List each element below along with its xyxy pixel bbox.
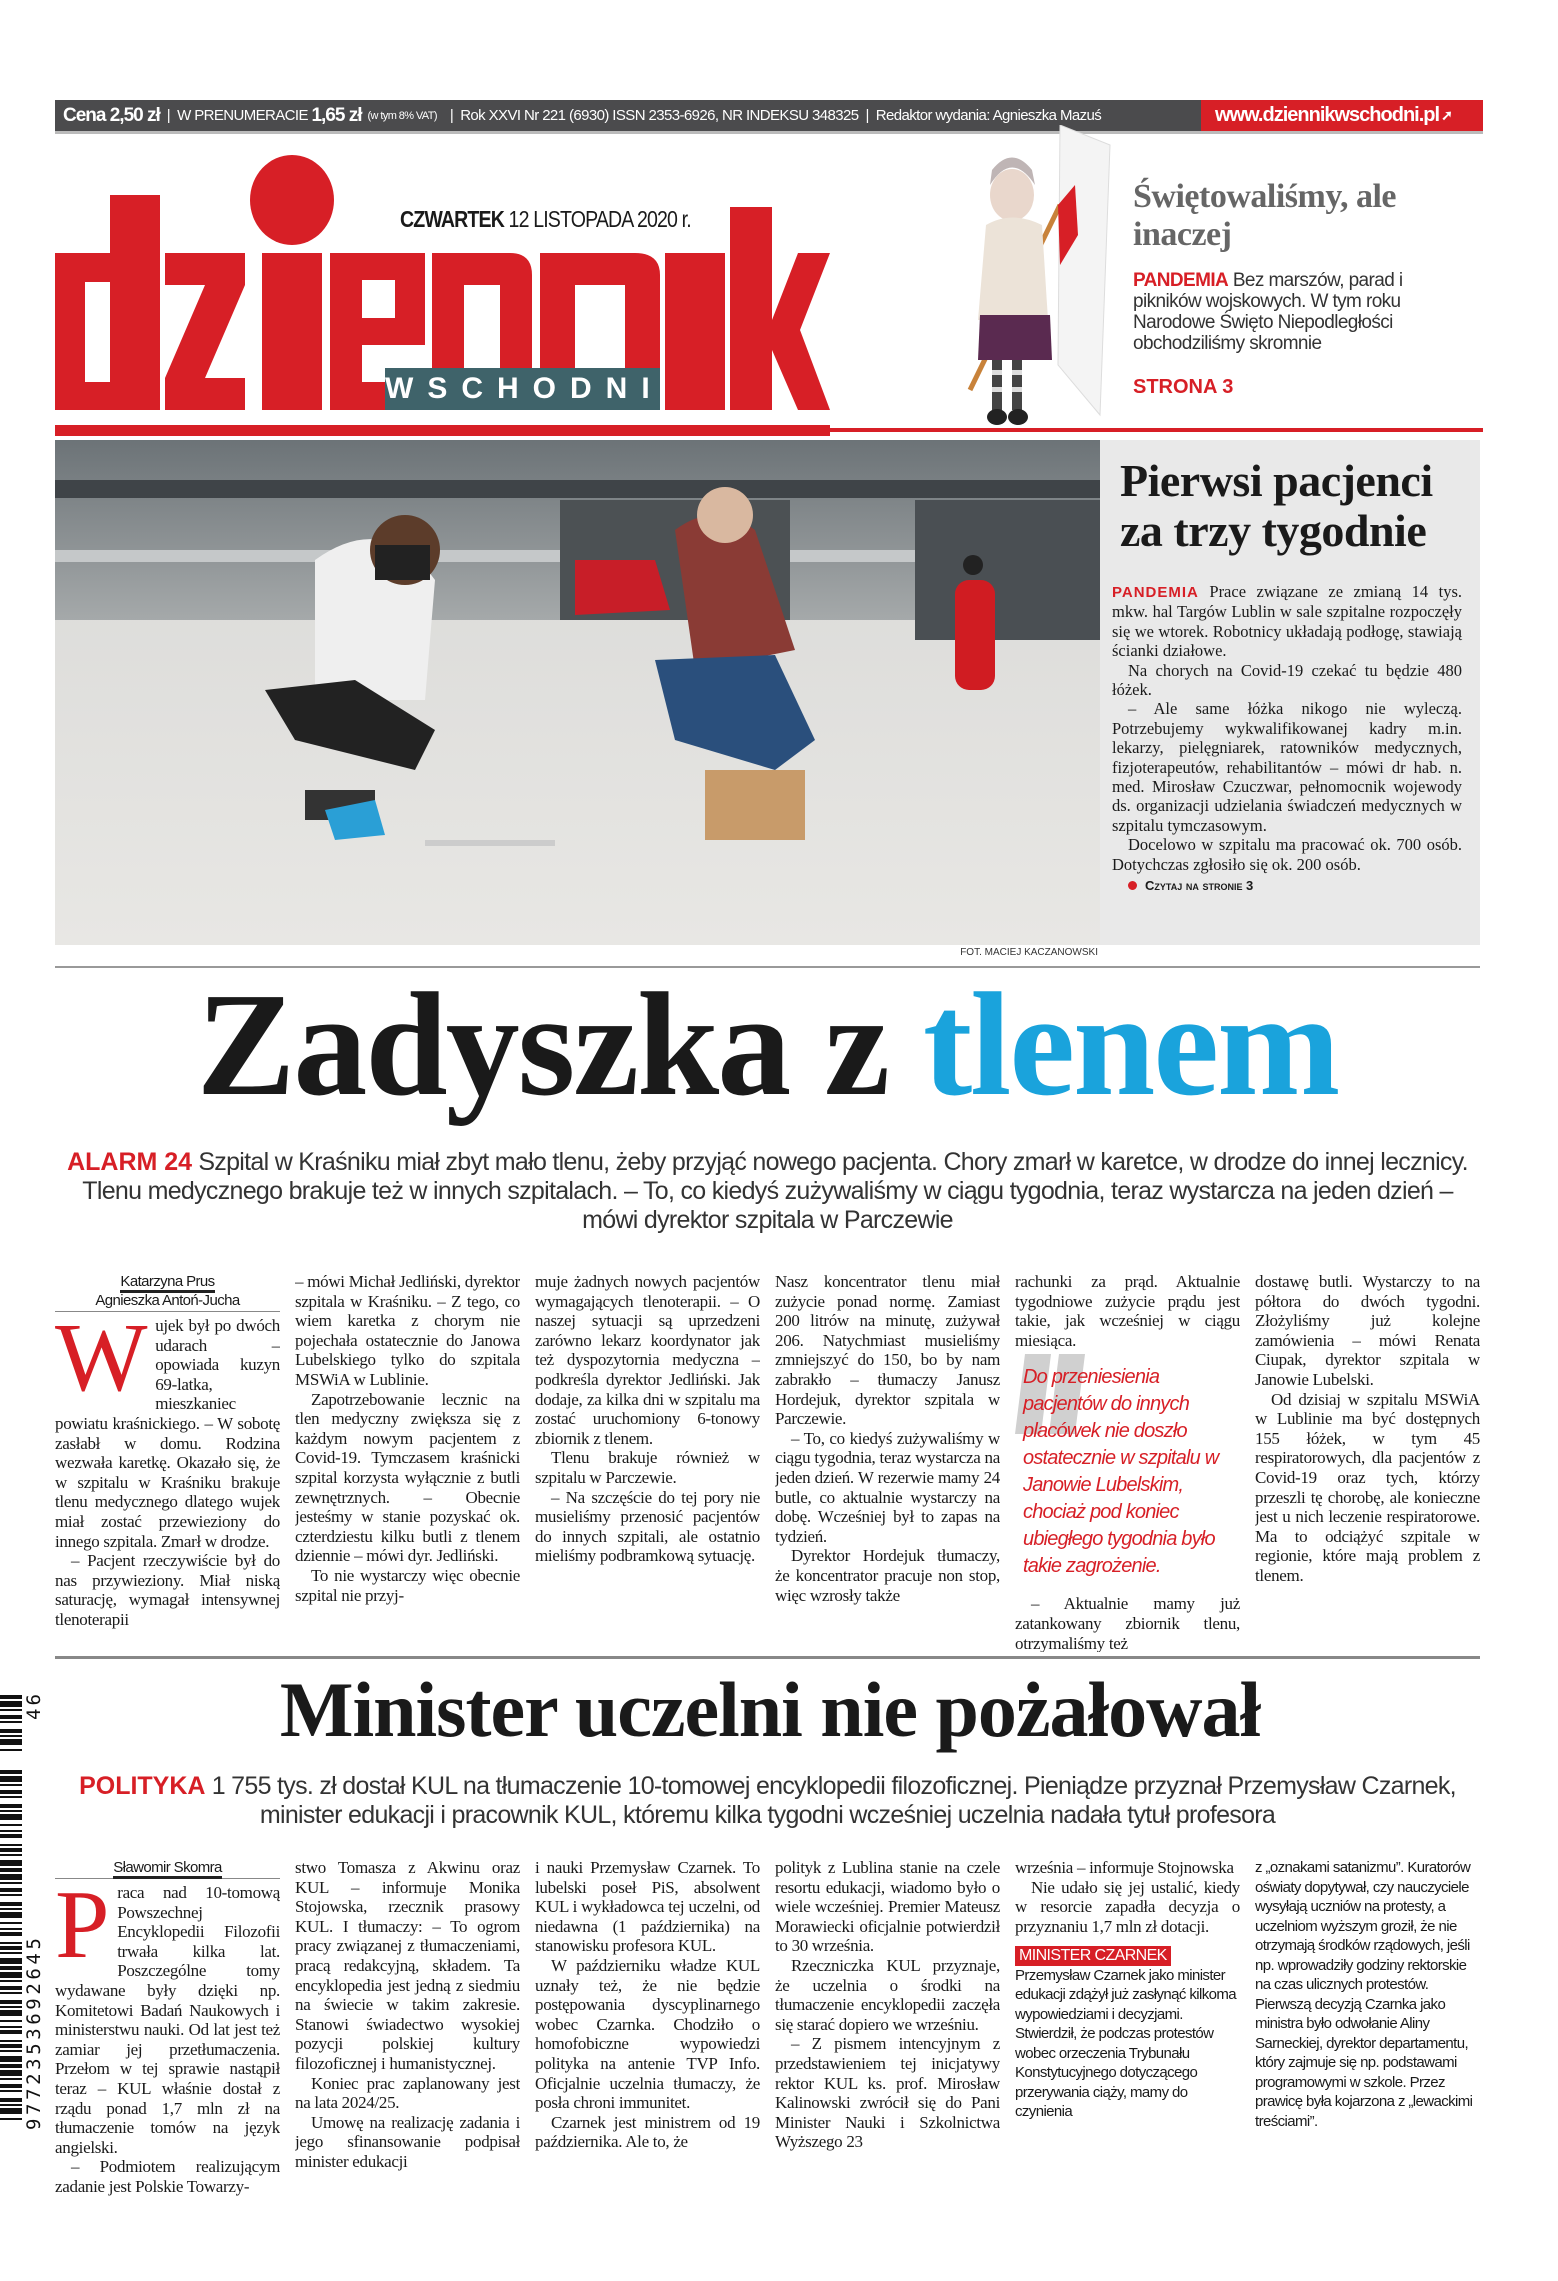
paragraph: – Podmiotem realizującym zadanie jest Polskie Towarzy-	[55, 2157, 280, 2196]
read-more-label[interactable]: Czytaj na stronie 3	[1145, 878, 1254, 894]
barcode-bar	[0, 1721, 22, 1723]
barcode-bar	[0, 1980, 22, 1982]
paragraph: września – informuje Stojnowska	[1015, 1858, 1234, 1877]
subscription-price: 1,65 zł	[311, 104, 362, 126]
second-headline[interactable]: Minister uczelni nie pożałował	[279, 1666, 1261, 1753]
barcode-bar	[0, 1992, 22, 1994]
price: Cena 2,50 zł	[63, 104, 160, 126]
barcode-bar	[0, 2020, 22, 2022]
column-6	[1255, 1858, 1480, 2198]
barcode-bar	[0, 2000, 22, 2004]
divider	[55, 1656, 1480, 1659]
paragraph: polityk z Lublina stanie na czele resortu edukacji, wiadomo było o wiele wcześniej. Premier Mateusz Morawiecki oficjalnie potwierdził to 30 września.	[775, 1858, 1000, 1956]
column-5	[1015, 1858, 1240, 2198]
paragraph: Dyrektor Hordejuk tłumaczy, że koncentrator pracuje non stop, więc wzrosły także	[775, 1546, 1000, 1605]
main-lead-text: Szpital w Kraśniku miał zbyt mało tlenu, żeby przyjąć nowego pacjenta. Chory zmarł w karetce, w drodze do innej lecznicy. Tlenu medycznego brakuje też w innych szpitalach. – To, co kiedyś zużywaliśmy w ciągu tygodnia, teraz wystarcza na jeden dzień – mówi dyrektor szpitala w Parczewie	[82, 1148, 1468, 1234]
barcode-bar	[0, 1894, 22, 1896]
paragraph	[55, 1871, 280, 2157]
barcode-bar	[0, 1888, 22, 1892]
read-more-link[interactable]	[1128, 878, 1462, 893]
barcode-number: 9772353692645	[23, 1934, 45, 2130]
pull-quote	[1015, 1350, 1240, 1594]
info-box-title: MINISTER CZARNEK	[1015, 1946, 1171, 1966]
paragraph: W październiku władze KUL uznały też, że nie będzie postępowania dyscyplinarnego wobec Czarnka. Chodziło o homofobiczne wypowiedzi polityka na antenie TVP Info. Oficjalnie uczelnia tłumaczy, że posła chroni immunitet.	[535, 1955, 760, 2113]
barcode-bar	[0, 1922, 22, 1924]
column-3	[535, 1272, 760, 1652]
paragraph: – mówi Michał Jedliński, dyrektor szpitala w Kraśniku. – Z tego, co wiem karetka z chorym nie pojechała ostatecznie do Janowa Lubelskiego tylko do szpitala MSWiA w Lublinie.	[295, 1272, 520, 1389]
paragraph: To nie wystarczy więc obecnie szpital nie przyj-	[295, 1565, 520, 1605]
barcode-bar	[0, 1701, 22, 1707]
paragraph: – Z pismem intencyjnym z przedstawieniem tej inicjatywy rektor KUL ks. prof. Mirosław Kalinowski zwrócił się do Pani Minister Nauki i Szkolnictwa Wyższego 23	[775, 2034, 1000, 2152]
sidebar-article[interactable]	[1100, 440, 1480, 945]
teaser-text	[1133, 270, 1433, 354]
barcode-bar	[0, 1860, 22, 1866]
cursor-icon: ➚	[1441, 107, 1452, 123]
weekday: CZWARTEK	[400, 206, 504, 232]
barcode-bar	[0, 1902, 22, 1906]
paragraph: Zapotrzebowanie lecznic na tlen medyczny zwiększa się z każdym nowym pacjentem z Covid-19. Tymczasem kraśnicki szpital korzysta wyłącznie z butli zewnętrznych. – Obecnie jesteśmy w stanie pozyskać ok. czterdziestu kilku butli z tlenem dziennie – mówi dyr. Jedliński.	[295, 1389, 520, 1566]
paragraph: Czarnek jest ministrem od 19 października. Ale to, że	[535, 2112, 760, 2152]
subscription-label: W PRENUMERACIE	[177, 107, 308, 124]
barcode-bar	[0, 1695, 22, 1699]
barcode-bar	[0, 1784, 22, 1786]
barcode-bar	[0, 1844, 22, 1846]
barcode-bar	[0, 1966, 22, 1970]
pull-quote-text: Do przeniesienia pacjentów do innych placówek nie doszło ostatecznie w szpitalu w Janowie Lubelskim, chociaż pod koniec ubiegłego tygodnia było takie zagrożenie.	[1023, 1366, 1219, 1578]
barcode-bar	[0, 1952, 22, 1954]
barcode-bar	[0, 1729, 22, 1733]
barcode-bar	[0, 2098, 22, 2102]
barcode-bar	[0, 1882, 22, 1884]
column-5	[1015, 1272, 1240, 1652]
paragraph: Tlenu brakuje również w szpitalu w Parczewie.	[535, 1448, 760, 1487]
barcode-bar	[0, 1908, 22, 1910]
barcode-bar	[0, 2006, 22, 2008]
main-kicker: ALARM 24	[67, 1148, 193, 1176]
column-2	[295, 1858, 520, 2198]
barcode	[0, 1690, 46, 2130]
barcode-bar	[0, 1958, 22, 1964]
sidebar-paragraph: – Ale same łóżka nikogo nie wyleczą. Potrzebujemy wykwalifikowanej kadry m.in. lekarzy, pielęgniarek, ratowników medycznych, fizjoterapeutów, rehabilitantów – mówi dr hab. n. med. Mirosław Czuczwar, pełnomocnik wojewody ds. organizacji udzielania świadczeń medycznych w szpitalu tymczasowym.	[1112, 699, 1462, 835]
barcode-bar	[0, 1946, 22, 1950]
barcode-bar	[0, 1868, 22, 1872]
second-lead	[55, 1772, 1480, 1830]
barcode-bar	[0, 1834, 22, 1838]
barcode-bar	[0, 1972, 22, 1978]
drop-cap: W	[55, 1304, 148, 1412]
top-info-bar	[55, 100, 1483, 134]
barcode-bar	[0, 1790, 22, 1794]
barcode-bar	[0, 1854, 22, 1856]
barcode-addon: 46	[23, 1691, 45, 1720]
barcode-bar	[0, 2064, 22, 2068]
barcode-bar	[0, 2050, 22, 2052]
paragraph: – To, co kiedyś zużywaliśmy w ciągu tygodnia, teraz wystarcza na jeden dzień. W rezerwie mamy 24 butle, co aktualnie wystarczy na dobę. Wcześniej był to zapas na tydzień.	[775, 1428, 1000, 1546]
column-2	[295, 1272, 520, 1652]
paragraph: Od dzisiaj w szpitalu MSWiA w Lublinie ma być dostępnych 155 łóżek, w tym 45 respiratorowych, dla pacjentów z Covid-19 oraz tych, którzy przeszli tę chorobę, ale konieczne jest u nich leczenie respiratorowe. Ma to odciążyć szpitale w regionie, które mają problem z tlenem.	[1255, 1389, 1480, 1585]
barcode-bar	[0, 1739, 22, 1745]
paragraph: i nauki Przemysław Czarnek. To lubelski poseł PiS, absolwent KUL i wykładowca tej uczelni, od niedawna (1 października) na stanowisku profesora KUL.	[535, 1858, 760, 1956]
column-6	[1255, 1272, 1480, 1652]
main-article-body	[55, 1272, 1480, 1652]
barcode-bar	[0, 1928, 22, 1930]
separator: |	[449, 107, 454, 124]
barcode-bar	[0, 1770, 22, 1774]
teaser-article[interactable]	[1133, 178, 1433, 399]
column-3	[535, 1858, 760, 2198]
barcode-bar	[0, 1986, 22, 1990]
barcode-bar	[0, 1810, 22, 1812]
barcode-bar	[0, 2078, 22, 2080]
paragraph: stwo Tomasza z Akwinu oraz KUL – informuje Monika Stojowska, rzecznik prasowy KUL. I tłumaczy: – To ogrom pracy związanej z tłumaczeniami, pracą redakcyjną, składem. Ta encyklopedia jest jedną z siedmiu na świecie w takim zakresie. Stanowi świadectwo wysokiej pozycji polskiej kultury filozoficznej i humanistycznej.	[295, 1858, 520, 2073]
main-lead	[55, 1148, 1480, 1235]
barcode-bar	[0, 1830, 22, 1832]
sidebar-paragraph	[1112, 582, 1462, 661]
barcode-bar	[0, 2104, 22, 2106]
separator: |	[166, 107, 171, 124]
paragraph: rachunki za prąd. Aktualnie tygodniowe zużycie prądu jest takie, jak wcześniej w ciągu miesiąca.	[1015, 1272, 1240, 1350]
date: 12 LISTOPADA 2020 r.	[508, 206, 691, 232]
barcode-bar	[0, 2118, 22, 2120]
paragraph	[55, 1304, 280, 1551]
barcode-bar	[0, 2108, 22, 2114]
paragraph: Nasz koncentrator tlenu miał zużycie ponad normę. Zamiast 200 litrów na minutę, zużywał 206. Natychmiast musieliśmy zmniejszyć do 150, bo by nam zabrakło – tłumaczy Janusz Hordejuk, dyrektor szpitala w Parczewie.	[775, 1272, 1000, 1429]
paragraph: Umowę na realizację zadania i jego sfinansowanie podpisał minister edukacji	[295, 2112, 520, 2171]
separator: |	[865, 107, 869, 124]
barcode-bar	[0, 1715, 22, 1719]
sidebar-title[interactable]: Pierwsi pacjenci za trzy tygodnie	[1120, 455, 1433, 556]
paragraph: – Na szczęście do tej pory nie musieliśmy przenosić pacjentów do innych szpitali, ale ostatnio mieliśmy podbramkową sytuację.	[535, 1487, 760, 1566]
sidebar-kicker: PANDEMIA	[1112, 584, 1199, 601]
barcode-bar	[0, 1874, 22, 1880]
barcode-bar	[0, 2070, 22, 2076]
barcode-bar	[0, 1749, 22, 1751]
barcode-bar	[0, 2044, 22, 2048]
author: Sławomir Skomra	[113, 1859, 222, 1879]
headline-part[interactable]: Zadyszka z	[196, 963, 923, 1127]
drop-cap: P	[55, 1871, 110, 1979]
barcode-bar	[0, 1848, 22, 1852]
paragraph-text: raca nad 10-tomową Powszechnej Encyklopedii Filozofii trwała kilka lat. Poszczególne tomy wydawane były dzięki np. Komitetowi Badań Naukowych i ministerstwu nauki. Od lat jest też zamiar jej przetłumaczenia. Przełom w tej sprawie nastąpił teraz – KUL właśnie dostał z rządu ponad 1,7 mln zł na tłumaczenie tomów na język angielski.	[55, 1883, 280, 2157]
author: Agnieszka Antoń-Jucha	[95, 1292, 240, 1309]
paragraph: dostawę butli. Wystarczy to na półtora do dwóch tygodni. Złożyliśmy już kolejne zamówienia – mówi Renata Ciupak, dyrektor szpitala w Janowie Lubelski.	[1255, 1272, 1480, 1389]
column-1	[55, 1272, 280, 1652]
masthead-rule	[55, 425, 830, 436]
second-article-body	[55, 1858, 1480, 2198]
barcode-bar	[0, 1709, 22, 1711]
sidebar-paragraph: Na chorych na Covid-19 czekać tu będzie 480 łóżek.	[1112, 660, 1462, 700]
paragraph-text: ujek był po dwóch udarach – opowiada kuzyn 69-latka, mieszkaniec powiatu kraśnickiego. – W sobotę zasłabł w domu. Rodzina wezwała karetkę. Okazało się, że w szpitalu w Kraśniku brakuje tlenu medycznego dlatego wujek miał zostać przewieziony do innego szpitala. Zmarł w drodze.	[55, 1316, 280, 1551]
bullet-icon	[1128, 881, 1137, 890]
sidebar-paragraph: Docelowo w szpitalu ma pracować ok. 700 osób. Dotychczas zgłosiło się ok. 200 osób.	[1112, 835, 1462, 874]
teaser-page-ref[interactable]: STRONA 3	[1133, 376, 1234, 398]
issue-date	[400, 206, 691, 233]
hospital-hall-photo	[55, 440, 1100, 945]
second-lead-text: 1 755 tys. zł dostał KUL na tłumaczenie 10-tomowej encyklopedii filozoficznej. Pieniądze przyznał Przemysław Czarnek, minister edukacji i pracownik KUL, któremu kilka tygodni wcześniej uczelnia nadała tytuł profesora	[211, 1772, 1456, 1829]
sidebar-text: Prace związane ze zmianą 14 tys. mkw. hal Targów Lublin w sale szpitalne rozpoczęły się we wtorek. Robotnicy układają podłogę, stawiają ścianki działowe.	[1112, 582, 1463, 661]
photo-credit: FOT. MACIEJ KACZANOWSKI	[960, 947, 1098, 958]
masthead-subtitle: WSCHODNI	[385, 368, 660, 410]
barcode-bar	[0, 2030, 22, 2034]
headline-highlight[interactable]: tlenem	[922, 963, 1339, 1127]
barcode-bar	[0, 2040, 22, 2042]
teaser-title[interactable]: Świętowaliśmy, ale inaczej	[1133, 178, 1396, 253]
main-headline[interactable]	[55, 960, 1480, 1130]
barcode-bar	[0, 2090, 22, 2092]
barcode-bar	[0, 2026, 22, 2028]
website-link[interactable]	[1201, 100, 1483, 131]
teaser-body: Bez marszów, parad i pikników wojskowych. W tym roku Narodowe Święto Niepodległości obchodziliśmy skromnie	[1133, 270, 1403, 354]
paragraph: Rzeczniczka KUL przyznaje, że uczelnia o środki na tłumaczenie encyklopedii zaczęła się starać dopiero we wrześniu.	[775, 1955, 1000, 2034]
barcode-bar	[0, 1735, 22, 1737]
barcode-bar	[0, 1942, 22, 1944]
barcode-bar	[0, 2056, 22, 2062]
paragraph: Nie udało się jej ustalić, kiedy w resorcie zapadła decyzja o przyznaniu 1,7 mln zł dotacji.	[1015, 1877, 1240, 1936]
barcode-bar	[0, 1804, 22, 1808]
barcode-bar	[0, 1912, 22, 1918]
barcode-bar	[0, 1932, 22, 1936]
paragraph: – Aktualnie mamy już zatankowany zbiornik tlenu, otrzymaliśmy też	[1015, 1594, 1240, 1652]
barcode-bar	[0, 1824, 22, 1826]
barcode-bar	[0, 1776, 22, 1782]
masthead-rule-thin	[830, 428, 1483, 432]
editor-info: Redaktor wydania: Agnieszka Mazuś	[875, 107, 1102, 124]
second-kicker: POLITYKA	[79, 1772, 206, 1800]
barcode-bar	[0, 1814, 22, 1820]
column-4	[775, 1858, 1000, 2198]
author: Katarzyna Prus	[120, 1273, 214, 1293]
paragraph: – Pacjent rzeczywiście był do nas przywieziony. Miał niską saturację, wymagał intensywnej tlenoterapii	[55, 1551, 280, 1629]
website-url[interactable]: www.dziennikwschodni.pl	[1215, 104, 1440, 126]
vat-note: (w tym 8% VAT)	[367, 109, 437, 122]
teaser-kicker: PANDEMIA	[1133, 270, 1229, 291]
girl-with-flag-photo	[950, 125, 1120, 435]
barcode-bar	[0, 1796, 22, 1798]
barcode-bar	[0, 2084, 22, 2088]
info-box-text: Przemysław Czarnek jako minister edukacji zdążył już zasłynąć kilkoma wypowiedziami i decyzjami. Stwierdził, że podczas protestów wobec orzeczenia Trybunału Konstytucyjnego dotyczącego przerywania ciąży, mamy do czynienia	[1015, 1966, 1237, 2121]
column-4	[775, 1272, 1000, 1652]
issue-info: Rok XXVI Nr 221 (6930) ISSN 2353-6926, NR INDEKSU 348325	[460, 107, 859, 124]
barcode-bar	[0, 2010, 22, 2016]
info-box-text: z „oznakami satanizmu”. Kuratorów oświaty dopytywał, czy nauczyciele wysyłają uczniów na protesty, a uczelniom wyższym groził, że nie otrzymają środków rządowych, jeśli np. wprowadziły godziny rektorskie na czas ulicznych protestów. Pierwszą decyzją Czarnka jako ministra było odwołanie Aliny Sarneckiej, dyrektor departamentu, który zajmuje się np. podstawami programowymi w szkole. Przez prawicę była kojarzona z „lewackimi treściami”.	[1255, 1859, 1473, 2130]
paragraph: Koniec prac zaplanowany jest na lata 2024/25.	[295, 2073, 520, 2113]
column-1	[55, 1858, 280, 2198]
paragraph: muje żadnych nowych pacjentów wymagających tlenoterapii. – O naszej sytuacji są uprzedzeni zarówno lekarz koordynator jak też dyspozytornia medyczna – podkreśla dyrektor Jedliński. Jak dodaje, za kilka dni w szpitalu ma zostać uruchomiony 6-tonowy zbiornik z tlenem.	[535, 1272, 760, 1448]
